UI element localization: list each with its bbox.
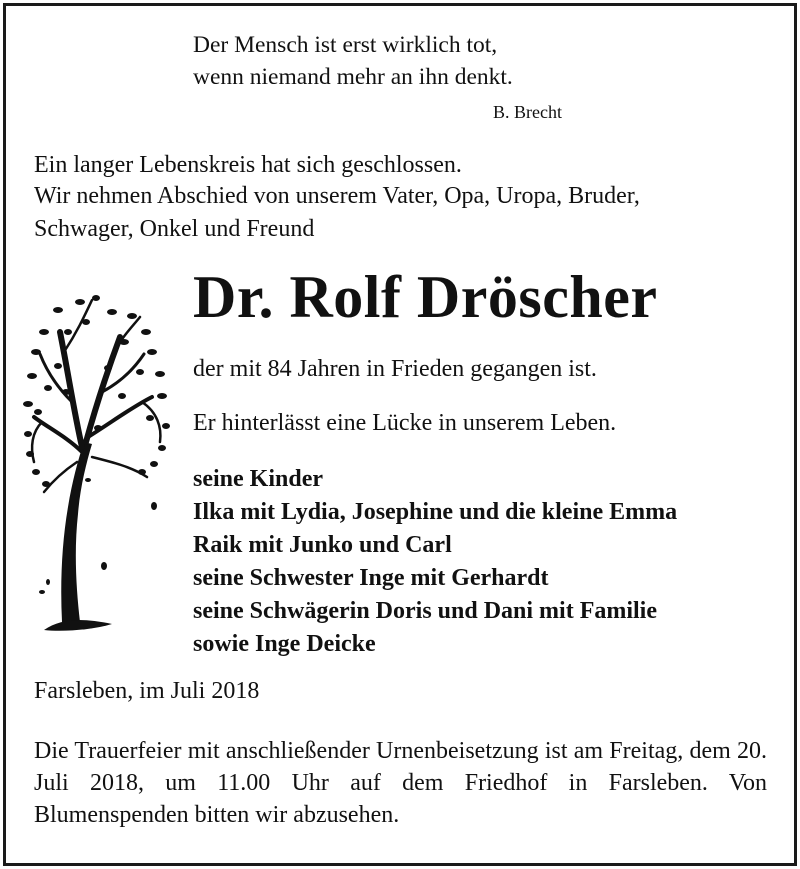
tree-icon bbox=[22, 292, 172, 632]
quote-line: wenn niemand mehr an ihn denkt. bbox=[193, 64, 513, 90]
family-line: seine Schwägerin Doris und Dani mit Familie bbox=[193, 598, 658, 624]
intro-line: Schwager, Onkel und Freund bbox=[34, 216, 315, 242]
family-line: Raik mit Junko und Carl bbox=[193, 532, 452, 558]
place-date: Farsleben, im Juli 2018 bbox=[34, 678, 260, 704]
family-line: sowie Inge Deicke bbox=[193, 631, 376, 657]
statement-line: Er hinterlässt eine Lücke in unserem Leben. bbox=[193, 410, 617, 436]
quote-author: B. Brecht bbox=[493, 102, 562, 122]
intro-line: Ein langer Lebenskreis hat sich geschlossen. bbox=[34, 152, 462, 178]
family-line: Ilka mit Lydia, Josephine und die kleine Emma bbox=[193, 499, 678, 525]
family-line: seine Kinder bbox=[193, 466, 323, 492]
statement-line: der mit 84 Jahren in Frieden gegangen ist. bbox=[193, 356, 597, 382]
deceased-name: Dr. Rolf Dröscher bbox=[193, 264, 658, 330]
family-line: seine Schwester Inge mit Gerhardt bbox=[193, 565, 549, 591]
ceremony-text: Die Trauerfeier mit anschließender Urnenbeisetzung ist am Freitag, dem 20. Juli 2018, um 11.00 Uhr auf dem Friedhof in Farsleben. Von Blumenspenden bitten wir abzusehen. bbox=[34, 738, 767, 828]
intro-line: Wir nehmen Abschied von unserem Vater, Opa, Uropa, Bruder, bbox=[34, 183, 640, 209]
quote-line: Der Mensch ist erst wirklich tot, bbox=[193, 32, 498, 58]
